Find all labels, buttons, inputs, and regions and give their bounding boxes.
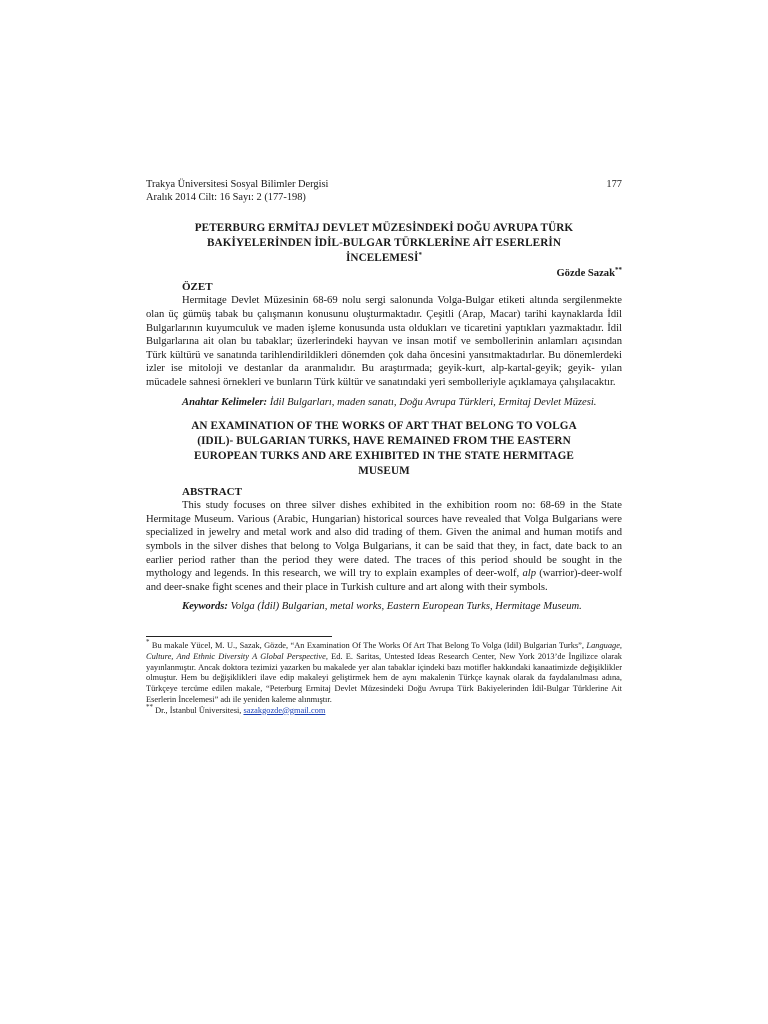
footnote-1-book-title: Language, Culture, And Ethnic Diversity A Global Perspective (146, 640, 622, 661)
turkish-keywords (146, 396, 622, 410)
turkish-title-line: PETERBURG ERMİTAJ DEVLET MÜZESİNDEKİ DOĞU AVRUPA TÜRK (194, 221, 574, 234)
footnote-2 (146, 702, 622, 717)
abstract-body (146, 499, 622, 594)
english-keywords-label: Keywords: (182, 601, 228, 613)
author-name: Gözde Sazak (556, 267, 615, 279)
english-title-line: AN EXAMINATION OF THE WORKS OF ART THAT BELONG TO VOLGA (191, 420, 577, 433)
paper-page (146, 178, 622, 716)
footnote-1 (146, 637, 622, 706)
footnote-1-mark: * (146, 637, 150, 646)
english-title-line: EUROPEAN TURKS AND ARE EXHIBITED IN THE STATE HERMITAGE (194, 450, 574, 463)
ozet-body: Hermitage Devlet Müzesinin 68-69 nolu sergi salonunda Volga-Bulgar etiketi altında sergilenmekte olan üç gümüş tabak bu çalışmanın konusunu oluşturmaktadır. Çeşitli (Arap, Macar) tarihi kaynaklarda İdil Bulgarlarının kuyumculuk ve maden işleme konusunda usta oldukları ve ticaretini yaptıkları yazmaktadır. İdil Bulgarlarına ait olan bu tabaklar; üzerlerindeki hayvan ve insan motif ve sembollerinin anlamları açısından Türk kültürü ve sanatında tarihlendirildikleri dönemden çok daha öncesini yansıtmaktadırlar. Bu dönemlerdeki izler ise mitoloji ve destanlar da aranmalıdır. Bu araştırmada; geyik-kurt, alp-kartal-geyik; geyik- yılan mücadele sahnesi örnekleri ve bunların Türk kültür ve sanatındaki yeri sembolleriyle açıklamaya çalışılacaktır. (146, 295, 622, 388)
english-keywords-text: Volga (İdil) Bulgarian, metal works, Eastern European Turks, Hermitage Museum. (230, 601, 582, 613)
ozet-heading: ÖZET (182, 281, 213, 294)
abstract-italic-term: alp (522, 568, 536, 580)
author-email-link[interactable]: sazakgozde@gmail.com (243, 705, 326, 715)
footnote-divider (146, 636, 332, 637)
footnote-2-mark: ** (146, 702, 153, 711)
footnote-1-text: , Ed. E. Saritas, Untested Ideas Research Center, New York 2013’de İngilizce olarak yayınlanmıştır. Ancak doktora tezimizi yazarken bu makalede yer alan tabaklar içindeki bazı motifler hakkındaki kanaatimizde değişiklikler olmuştur. Hem bu değişiklikleri ilave edip makaleyi geliştirmek hem de aynı makalenin Türkçe kaynak olarak da faydalanılması adına, Türkçeye tercüme edilen makale, “Peterburg Ermitaj Devlet Müzesindeki Doğu Avrupa Türk Bakiyelerinden İdil-Bulgar Türklerine Ait Eserlerin İncelemesi” adı ile yeniden kaleme alınmıştır. (146, 651, 622, 704)
abstract-text: This study focuses on three silver dishes exhibited in the exhibition room no: 68-69 in the State Hermitage Museum. Various (Arabic, Hungarian) historical sources have revealed that Volga Bulgarians were specialized in jewelry and metal work and also did trading of them. Given the animal and human motifs and symbols in the silver dishes that belong to Volga Bulgarians, it can be said that they, in fact, date back to an earlier period rather than the period they were dated. The traces of this period should be sought in the mythology and legends. In this research, we will try to explain examples of deer-wolf, (146, 500, 622, 580)
turkish-title (146, 221, 622, 266)
turkish-title-line (146, 251, 622, 266)
english-title-line: (IDIL)- BULGARIAN TURKS, HAVE REMAINED FROM THE EASTERN (197, 435, 571, 448)
author-line (146, 267, 622, 281)
turkish-title-text: İNCELEMESİ (345, 251, 419, 264)
running-header (146, 178, 622, 191)
page-number: 177 (606, 179, 622, 190)
turkish-title-line: BAKİYELERİNDEN İDİL-BULGAR TÜRKLERİNE AİT ESERLERİN (206, 236, 562, 249)
footnotes (146, 637, 622, 717)
turkish-keywords-label: Anahtar Kelimeler: (182, 396, 268, 408)
turkish-keywords-text: İdil Bulgarları, maden sanatı, Doğu Avrupa Türkleri, Ermitaj Devlet Müzesi. (269, 396, 597, 408)
abstract-text: (warrior)-deer-wolf and deer-snake fight scenes and their place in Turkish culture and art along with their symbols. (146, 568, 622, 593)
author-footnote-mark: ** (615, 265, 622, 274)
title-footnote-mark: * (418, 250, 423, 259)
issue-info: Aralık 2014 Cilt: 16 Sayı: 2 (177-198) (146, 192, 306, 204)
abstract-heading: ABSTRACT (182, 486, 242, 499)
footnote-2-text: Dr., İstanbul Üniversitesi, (153, 705, 244, 715)
english-title (146, 419, 622, 479)
journal-name: Trakya Üniversitesi Sosyal Bilimler Dergisi (146, 179, 329, 190)
english-keywords (146, 600, 622, 614)
english-title-line: MUSEUM (358, 465, 410, 478)
footnote-1-text: Bu makale Yücel, M. U., Sazak, Gözde, “An Examination Of The Works Of Art That Belong To Volga (Idil) Bulgarian Turks”, (149, 640, 587, 650)
